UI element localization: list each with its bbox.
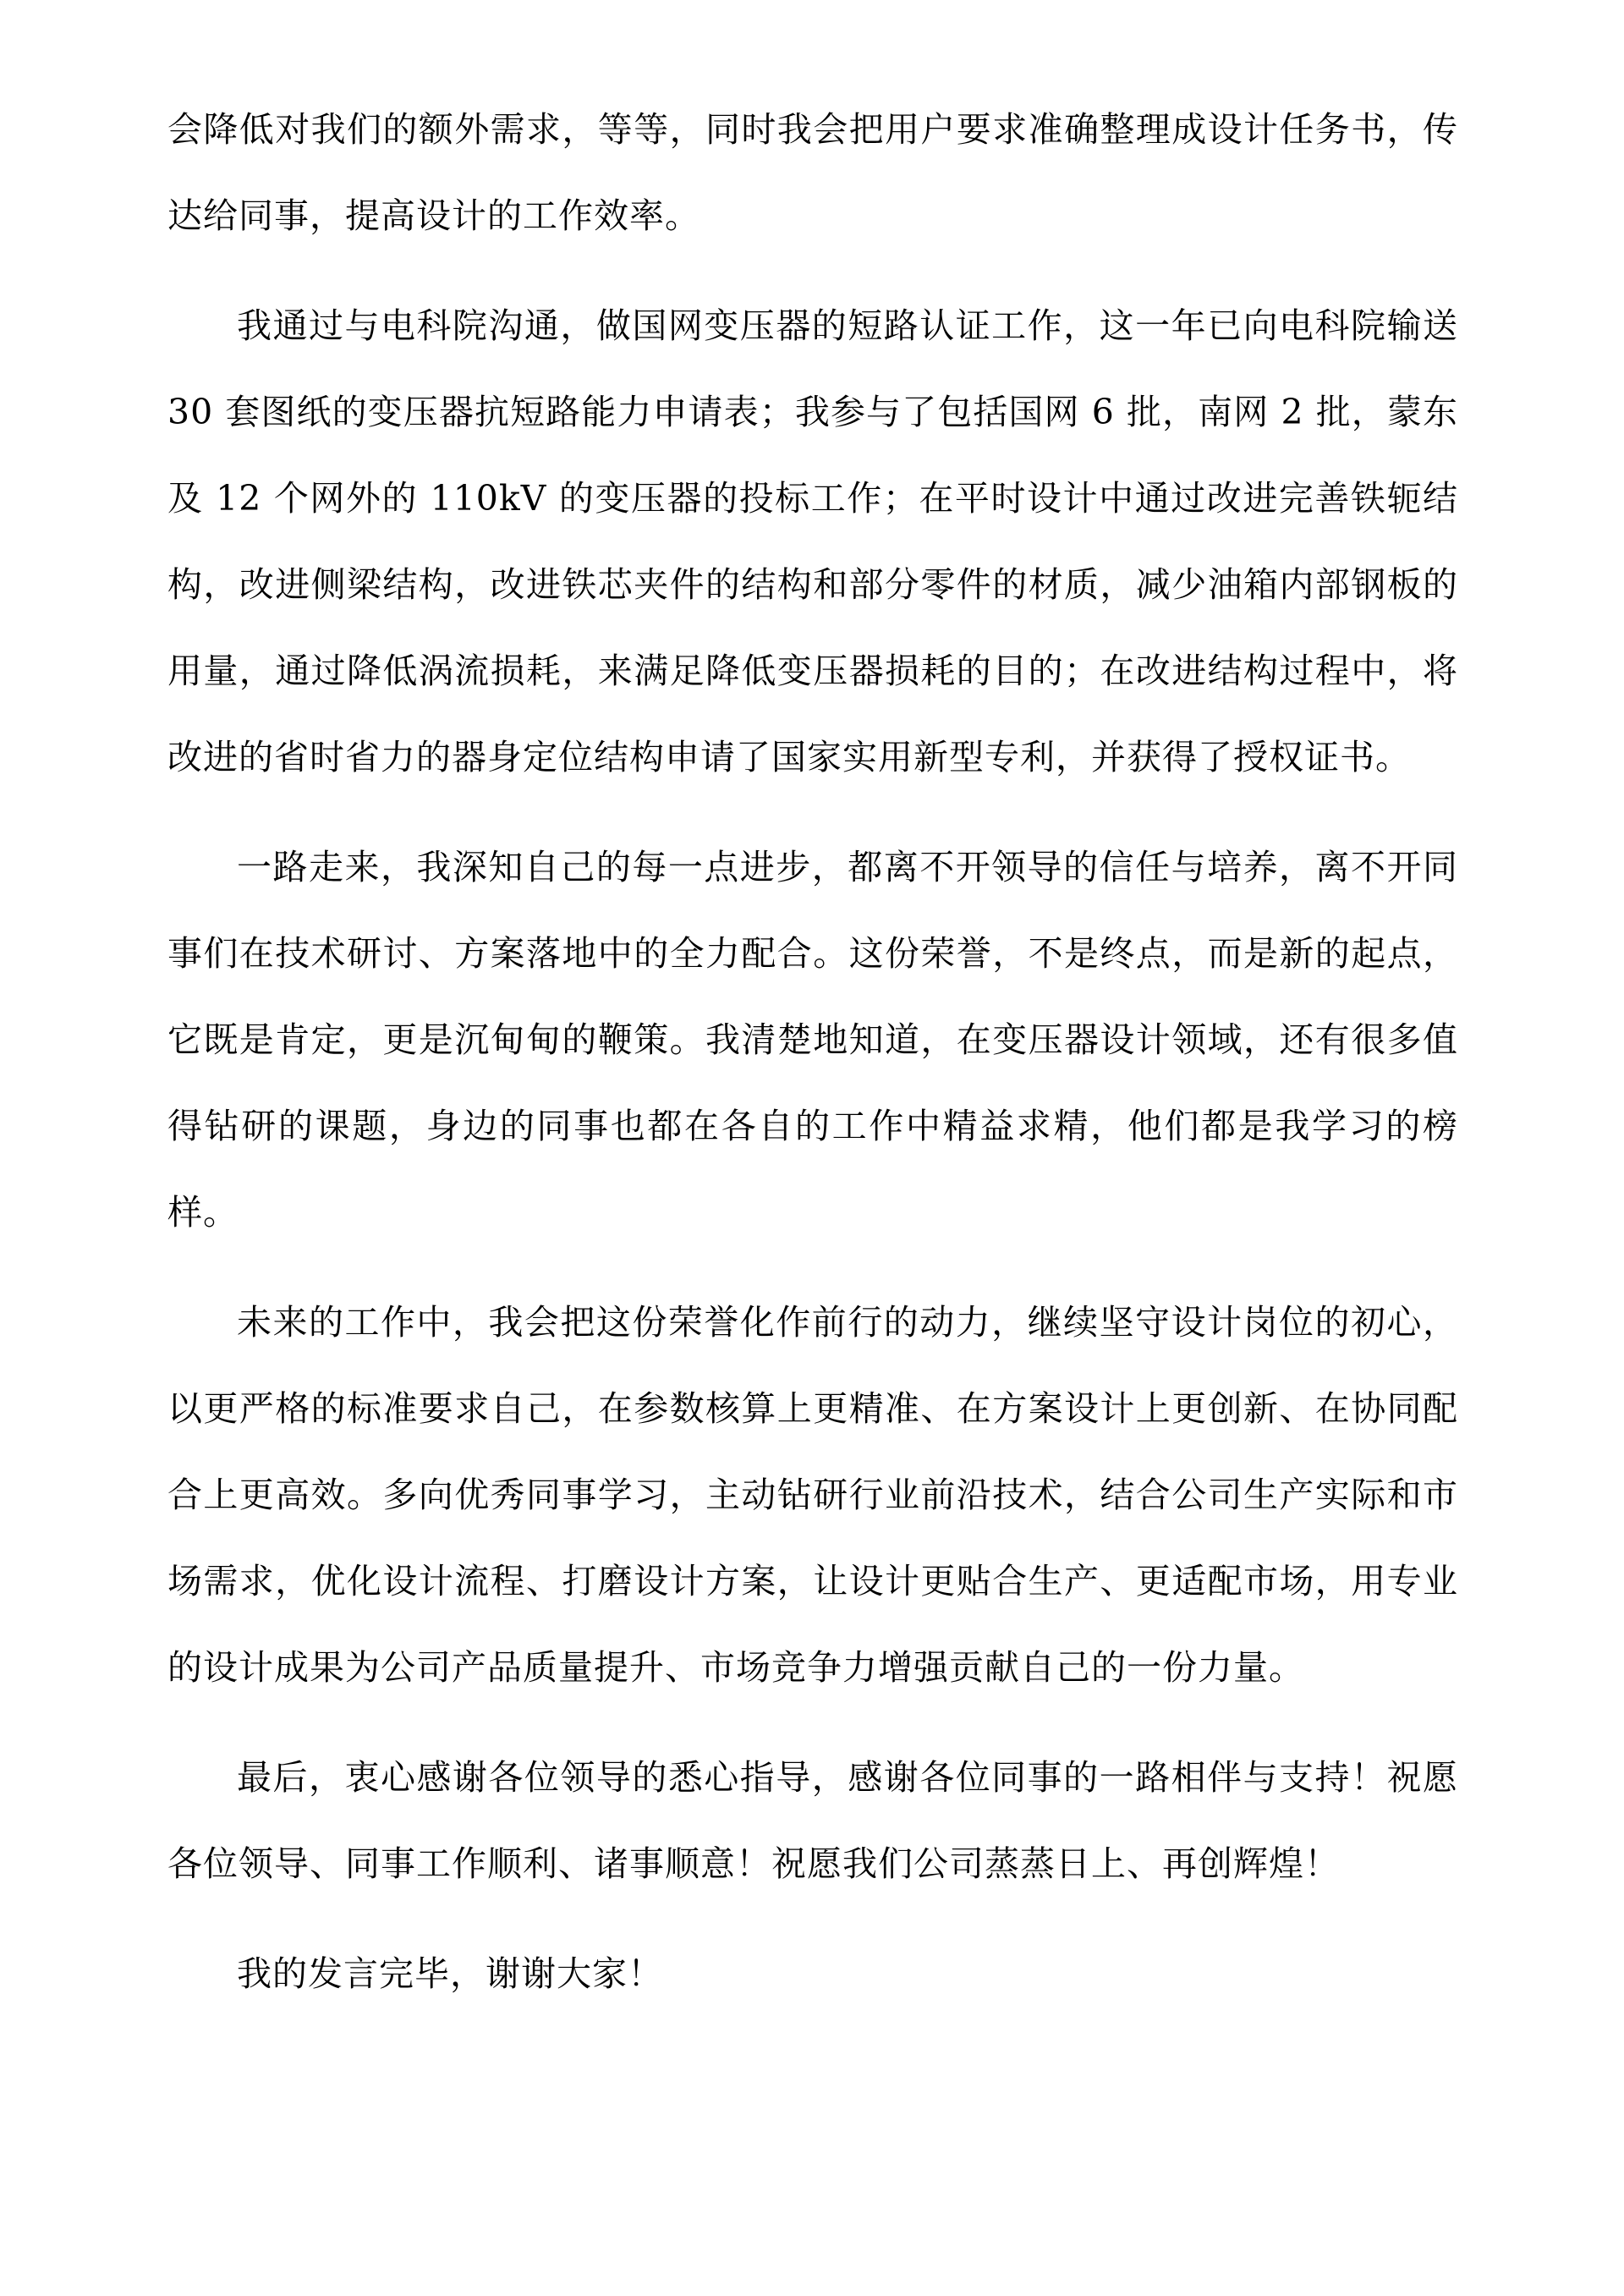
paragraph-future-plans: 未来的工作中，我会把这份荣誉化作前行的动力，继续坚守设计岗位的初心，以更严格的标准要求自己，在参数核算上更精准、在方案设计上更创新、在协同配合上更高效。多向优秀同事学习，主动钻研行业前沿技术，结合公司生产实际和市场需求，优化设计流程、打磨设计方案，让设计更贴合生产、更适配市场，用专业的设计成果为公司产品质量提升、市场竞争力增强贡献自己的一份力量。 <box>167 1302 1458 1688</box>
paragraph-work-achievements: 我通过与电科院沟通，做国网变压器的短路认证工作，这一年已向电科院输送 30 套图纸的变压器抗短路能力申请表；我参与了包括国网 6 批，南网 2 批，蒙东及 12 个网外的 110kV 的变压器的投标工作；在平时设计中通过改进完善铁轭结构，改进侧梁结构，改进铁芯夹件的结构和部分零件的材质，减少油箱内部钢板的用量，通过降低涡流损耗，来满足降低变压器损耗的目的；在改进结构过程中，将改进的省时省力的器身定位结构申请了国家实用新型专利，并获得了授权证书。 <box>167 305 1458 777</box>
paragraph-gratitude: 一路走来，我深知自己的每一点进步，都离不开领导的信任与培养，离不开同事们在技术研讨、方案落地中的全力配合。这份荣誉，不是终点，而是新的起点，它既是肯定，更是沉甸甸的鞭策。我清楚地知道，在变压器设计领域，还有很多值得钻研的课题，身边的同事也都在各自的工作中精益求精，他们都是我学习的榜样。 <box>167 847 1458 1233</box>
document-body <box>167 86 1458 2041</box>
paragraph-closing-thanks: 最后，衷心感谢各位领导的悉心指导，感谢各位同事的一路相伴与支持！祝愿各位领导、同事工作顺利、诸事顺意！祝愿我们公司蒸蒸日上、再创辉煌！ <box>167 1757 1458 1884</box>
paragraph-end-of-speech: 我的发言完毕，谢谢大家！ <box>237 1953 663 1994</box>
paragraph-continued: 会降低对我们的额外需求，等等，同时我会把用户要求准确整理成设计任务书，传达给同事，提高设计的工作效率。 <box>167 109 1458 236</box>
